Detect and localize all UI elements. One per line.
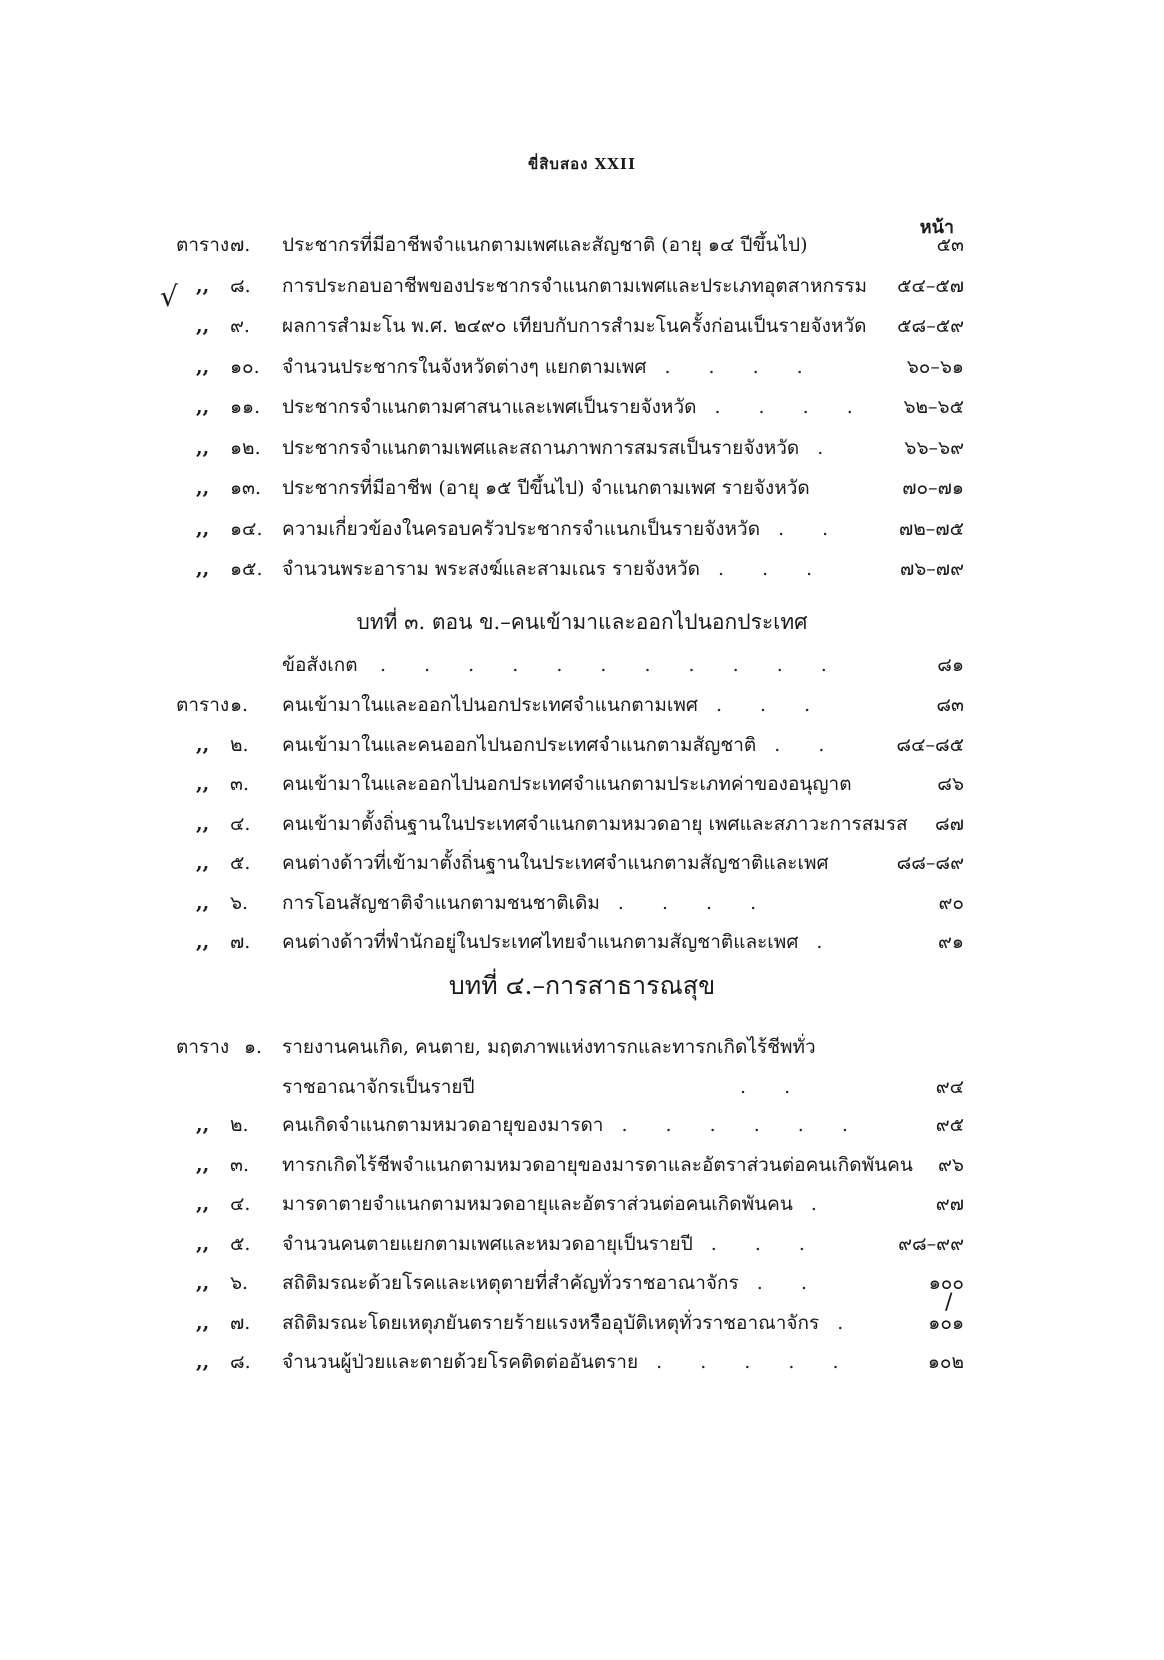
toc-row — [0, 1266, 1164, 1300]
toc-row-number: ๖. — [230, 1272, 249, 1294]
toc-row-label: ,, — [196, 396, 210, 418]
toc-row-number: ๙. — [230, 315, 250, 337]
toc-row-leader: . — [837, 1311, 860, 1334]
toc-row-label: ,, — [196, 355, 210, 378]
toc-row-title — [282, 350, 819, 384]
toc-row-leader: . — [810, 1193, 833, 1215]
toc-row-title-text: จำนวนคนตายแยกตามเพศและหมวดอายุเป็นรายปี — [282, 1232, 693, 1255]
toc-row-title — [282, 767, 870, 801]
toc-row-title-text: การโอนสัญชาติจำแนกตามชนชาติเดิม — [282, 891, 600, 914]
toc-row-number: ๓. — [230, 1153, 250, 1176]
toc-row-label: ,, — [196, 891, 210, 914]
toc-row-title: รายงานคนเกิด, คนตาย, มฤตภาพแห่งทารกและทารกเกิดไร้ชีพทั่ว — [282, 1036, 816, 1058]
toc-row-label: ,, — [196, 733, 210, 756]
toc-row-title-text: ผลการสำมะโน พ.ศ. ๒๔๙๐ เทียบกับการสำมะโนครั้งก่อนเป็นรายจังหวัด — [282, 315, 867, 337]
toc-row-page: ๙๑ — [938, 931, 964, 953]
toc-row-number: ๑. — [244, 1036, 263, 1058]
toc-row-title — [282, 390, 869, 424]
toc-row-title-text: จำนวนพระอาราม พระสงฆ์และสามเณร รายจังหวัด — [282, 558, 701, 580]
toc-row-label: ,, — [196, 274, 210, 297]
toc-row — [0, 1108, 1164, 1142]
toc-row-number: ๑๔. — [230, 517, 263, 540]
toc-row-number: ๑๑. — [230, 396, 261, 418]
toc-row-page: ๕๔–๕๗ — [897, 274, 964, 297]
toc-row-title-text: คนเข้ามาในและคนออกไปนอกประเทศจำแนกตามสัญชาติ — [282, 733, 757, 756]
toc-row-title-text: ประชากรที่มีอาชีพจำแนกตามเพศและสัญชาติ (อายุ ๑๔ ปีขึ้นไป) — [282, 234, 808, 256]
toc-row-number: ๒. — [230, 733, 249, 756]
toc-row-number: ๗. — [230, 1311, 251, 1334]
toc-row-number: ๑. — [230, 694, 249, 716]
slash-mark: / — [945, 1290, 953, 1315]
toc-row-page: ๙๖ — [938, 1153, 964, 1176]
toc-row-title-text: ประชากรที่มีอาชีพ (อายุ ๑๕ ปีขึ้นไป) จำแนกตามเพศ รายจังหวัด — [282, 477, 810, 499]
toc-row-page: ๖๒–๖๕ — [903, 396, 964, 418]
toc-row-title — [282, 1187, 833, 1221]
toc-row-title — [282, 728, 840, 762]
toc-row-page: ๖๐–๖๑ — [906, 355, 964, 378]
toc-row-page: ๙๐ — [938, 891, 964, 914]
toc-row-page: ๘๓ — [936, 694, 964, 716]
toc-row-leader: . . . . — [714, 396, 869, 418]
toc-row-intro — [0, 648, 1164, 682]
toc-row-page: ๘๗ — [935, 812, 964, 835]
toc-row — [0, 807, 1164, 841]
toc-row-title-text: คนเข้ามาในและออกไปนอกประเทศจำแนกตามประเภทค่าของอนุญาต — [282, 773, 852, 795]
toc-row-leader: . — [817, 436, 840, 459]
toc-row-title-text: ประชากรจำแนกตามศาสนาและเพศเป็นรายจังหวัด — [282, 396, 697, 418]
toc-row-title — [282, 552, 828, 586]
toc-row — [0, 925, 1164, 959]
toc-row-title — [282, 1227, 821, 1261]
toc-row-page: ๗๒–๗๕ — [899, 517, 964, 540]
toc-row-label: ,, — [196, 852, 210, 874]
toc-row-page: ๘๖ — [937, 773, 964, 795]
toc-row-leader: . . . — [710, 1232, 821, 1255]
toc-row-leader: . . — [778, 517, 845, 540]
toc-row-title — [282, 925, 838, 959]
toc-row-label: ,, — [196, 773, 210, 795]
toc-row-title — [282, 309, 884, 343]
toc-row-label: ,, — [196, 1193, 210, 1215]
toc-row-page: ๕๘–๕๙ — [897, 315, 964, 337]
toc-row-leader: . . . . — [617, 891, 773, 914]
toc-row-number: ๗. — [230, 234, 251, 256]
toc-row-leader: . . . — [718, 558, 829, 580]
toc-row-number: ๑๕. — [230, 558, 263, 580]
toc-row-label: ตาราง — [176, 234, 230, 256]
toc-row-leader: . . — [740, 1076, 807, 1098]
toc-row — [0, 728, 1164, 762]
toc-row-label: ,, — [196, 436, 210, 459]
toc-row-title-text: จำนวนประชากรในจังหวัดต่างๆ แยกตามเพศ — [282, 355, 647, 378]
section-heading-3b: บทที่ ๓. ตอน ข.–คนเข้ามาและออกไปนอกประเทศ — [356, 610, 808, 634]
toc-row-leader: . . . . . . — [621, 1114, 864, 1136]
toc-row-title — [282, 269, 885, 303]
toc-row-label: ,, — [196, 1351, 210, 1373]
toc-row-label: ,, — [196, 1272, 210, 1294]
toc-row-title — [282, 807, 926, 841]
toc-row-page: ๑๐๒ — [927, 1351, 964, 1373]
toc-row — [0, 767, 1164, 801]
toc-row-page: ๘๘–๘๙ — [896, 852, 964, 874]
toc-row — [0, 471, 1164, 505]
toc-row-title-cont: ราชอาณาจักรเป็นรายปี — [282, 1076, 475, 1098]
toc-row-label: ,, — [196, 477, 210, 499]
toc-row-number: ๘. — [230, 274, 251, 297]
toc-row-title — [282, 886, 772, 920]
toc-row-title-text: คนต่างด้าวที่พำนักอยู่ในประเทศไทยจำแนกตามสัญชาติและเพศ — [282, 931, 799, 953]
toc-row-number: ๔. — [230, 812, 251, 835]
check-mark: √ — [160, 280, 178, 313]
toc-row-label: ,, — [196, 1311, 210, 1334]
toc-row — [0, 552, 1164, 586]
toc-row-title-text: สถิติมรณะด้วยโรคและเหตุตายที่สำคัญทั่วราชอาณาจักร — [282, 1272, 739, 1294]
toc-row-leader: . . . . . — [656, 1351, 855, 1373]
page-column-label: หน้า — [919, 217, 954, 238]
toc-row — [0, 846, 1164, 880]
toc-row-leader: . . — [774, 733, 841, 756]
toc-row-title — [282, 512, 844, 546]
toc-row-title-text: มารดาตายจำแนกตามหมวดอายุและอัตราส่วนต่อคนเกิดพันคน — [282, 1193, 793, 1215]
toc-row-label: ,, — [196, 517, 210, 540]
toc-row-continuation — [0, 1070, 1164, 1104]
toc-row-page: ๕๓ — [936, 234, 964, 256]
toc-row — [0, 431, 1164, 465]
toc-row-title-text: ประชากรจำแนกตามเพศและสถานภาพการสมรสเป็นรายจังหวัด — [282, 436, 800, 459]
toc-row-number: ๕. — [230, 852, 251, 874]
toc-row-page: ๘๑ — [937, 654, 964, 676]
toc-row-label: ,, — [196, 315, 210, 337]
toc-row-title — [282, 1345, 854, 1379]
toc-row — [0, 688, 1164, 722]
toc-row-title-text: สถิติมรณะโดยเหตุภยันตรายร้ายแรงหรืออุบัติเหตุทั่วราชอาณาจักร — [282, 1311, 820, 1334]
toc-row-leader: . . — [756, 1272, 823, 1294]
toc-row-label: ตาราง — [176, 694, 230, 716]
toc-row — [0, 1148, 1164, 1182]
toc-row-label: ,, — [196, 931, 210, 953]
toc-row-page: ๑๐๐ — [928, 1272, 964, 1294]
toc-row-number: ๔. — [230, 1193, 251, 1215]
toc-row-number: ๗. — [230, 931, 251, 953]
toc-row — [0, 269, 1164, 303]
toc-row-leader: . . . . — [664, 355, 819, 378]
toc-row-title-text: คนต่างด้าวที่เข้ามาตั้งถิ่นฐานในประเทศจำแนกตามสัญชาติและเพศ — [282, 852, 829, 874]
toc-row — [0, 309, 1164, 343]
toc-row-title — [282, 1266, 823, 1300]
toc-row-page: ๘๔–๘๕ — [896, 733, 964, 756]
toc-row — [0, 1187, 1164, 1221]
toc-row — [0, 886, 1164, 920]
toc-row-page: ๗๐–๗๑ — [902, 477, 964, 499]
toc-row-number: ๕. — [230, 1232, 251, 1255]
toc-row-number: ๖. — [230, 891, 249, 914]
toc-row-title-text: ความเกี่ยวข้องในครอบครัวประชากรจำแนกเป็นรายจังหวัด — [282, 517, 761, 540]
toc-row-page: ๙๘–๙๙ — [898, 1232, 964, 1255]
toc-row-title — [282, 688, 826, 722]
toc-row-leader: . . . — [715, 694, 827, 716]
toc-row-page: ๙๗ — [935, 1193, 964, 1215]
section-heading-4: บทที่ ๔.–การสาธารณสุข — [448, 971, 716, 1000]
toc-row-page: ๙๕ — [935, 1114, 964, 1136]
toc-row-leader: . . . . . . . . . . . — [380, 654, 843, 676]
toc-row-number: ๒. — [230, 1114, 249, 1136]
toc-row-title — [282, 431, 839, 465]
toc-row-number: ๓. — [230, 773, 250, 795]
toc-row — [0, 1306, 1164, 1340]
toc-row-page: ๙๔ — [935, 1076, 964, 1098]
toc-row-title — [282, 846, 847, 880]
toc-row-label: ตาราง — [176, 1036, 230, 1058]
toc-row-label: ,, — [196, 812, 210, 835]
toc-row-title-text: การประกอบอาชีพของประชากรจำแนกตามเพศและประเภทอุตสาหกรรม — [282, 274, 867, 297]
toc-row-title-text: จำนวนผู้ป่วยและตายด้วยโรคติดต่ออันตราย — [282, 1351, 639, 1373]
toc-row-title — [282, 228, 825, 262]
toc-row-page: ๗๖–๗๙ — [899, 558, 964, 580]
toc-row-leader: . — [816, 931, 839, 953]
toc-row-number: ๑๓. — [230, 477, 262, 499]
toc-row-page: ๑๐๑ — [928, 1311, 964, 1334]
toc-row — [0, 390, 1164, 424]
toc-row-title-text: คนเข้ามาในและออกไปนอกประเทศจำแนกตามเพศ — [282, 694, 698, 716]
toc-row-label: ,, — [196, 1153, 210, 1176]
toc-row — [0, 1345, 1164, 1379]
toc-row-title: ข้อสังเกต — [282, 654, 358, 676]
toc-row-number: ๑๐. — [230, 355, 260, 378]
toc-row-title — [282, 471, 828, 505]
toc-row — [0, 1227, 1164, 1261]
toc-row-title-text: ทารกเกิดไร้ชีพจำแนกตามหมวดอายุของมารดาและอัตราส่วนต่อคนเกิดพันคน — [282, 1153, 913, 1176]
toc-row-number: ๘. — [230, 1351, 251, 1373]
toc-row — [0, 228, 1164, 262]
toc-row-page: ๖๖–๖๙ — [904, 436, 964, 459]
toc-row-label: ,, — [196, 1232, 210, 1255]
toc-row — [0, 350, 1164, 384]
toc-row-title — [282, 1306, 859, 1340]
toc-row — [0, 1030, 1164, 1064]
toc-row-number: ๑๒. — [230, 436, 261, 459]
toc-row-title-text: คนเข้ามาตั้งถิ่นฐานในประเทศจำแนกตามหมวดอายุ เพศและสภาวะการสมรส — [282, 812, 908, 835]
toc-row — [0, 512, 1164, 546]
toc-row-label: ,, — [196, 558, 210, 580]
toc-row-title — [282, 1108, 864, 1142]
toc-row-label: ,, — [196, 1114, 210, 1136]
toc-row-title — [282, 1148, 931, 1182]
page-header: ขี่สิบสอง XXII — [528, 155, 636, 173]
toc-row-title-text: คนเกิดจำแนกตามหมวดอายุของมารดา — [282, 1114, 604, 1136]
